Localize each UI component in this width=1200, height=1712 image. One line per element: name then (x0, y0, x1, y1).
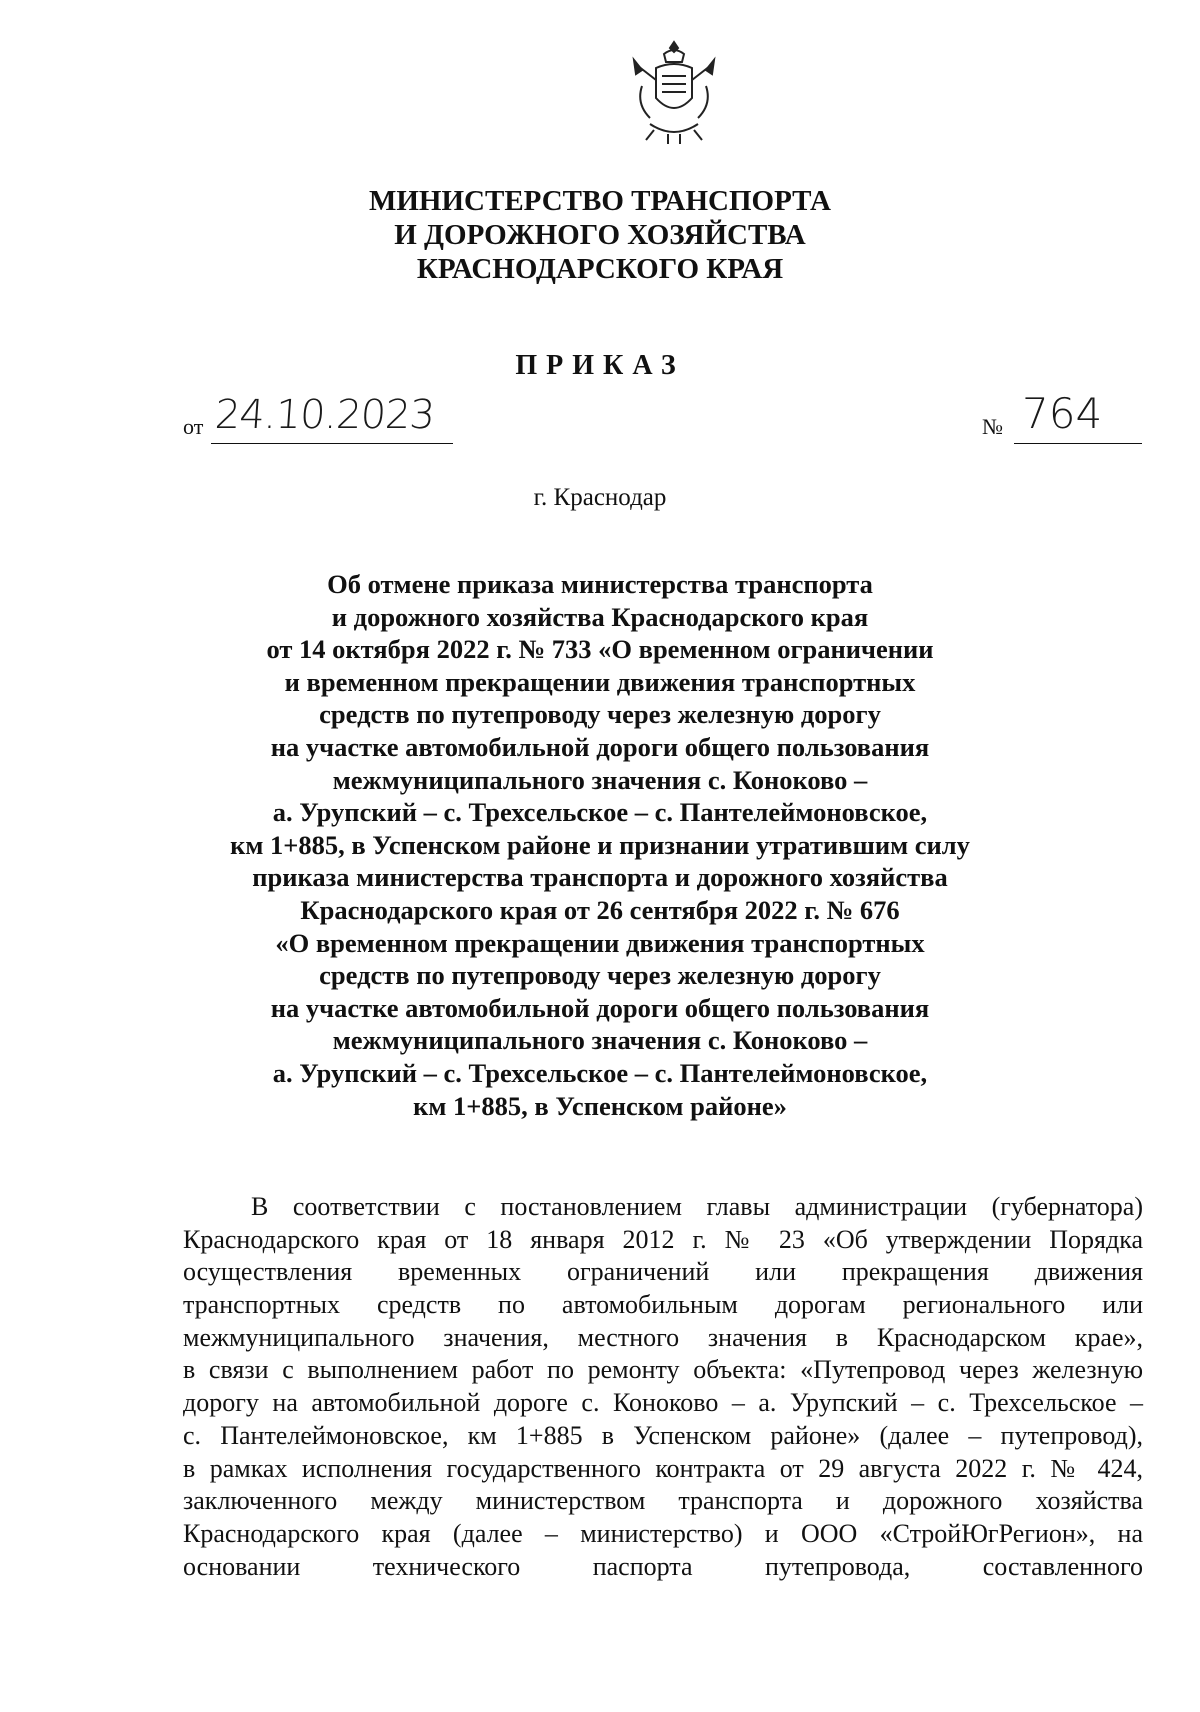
body-line: В соответствии с постановлением главы администрации (губернатора) (251, 1192, 1143, 1221)
title-line: а. Урупский – с. Трехсельское – с. Пантелеймоновское, (272, 797, 928, 828)
body-line: Краснодарского края (далее – министерство) и ООО «СтройЮгРегион», на (183, 1518, 1143, 1548)
body-line: межмуниципального значения, местного значения в Краснодарском крае», (183, 1322, 1143, 1352)
body-line: с. Пантелеймоновское, км 1+885 в Успенском районе» (далее – путепровод), (183, 1420, 1143, 1450)
title-line: приказа министерства транспорта и дорожного хозяйства (252, 862, 948, 893)
date-underline (211, 443, 453, 444)
number-underline (1014, 443, 1142, 444)
title-line: км 1+885, в Успенском районе и признании утратившим силу (230, 829, 970, 860)
body-line: в связи с выполнением работ по ремонту объекта: «Путепровод через железную (183, 1355, 1143, 1385)
title-line: и дорожного хозяйства Краснодарского края (331, 601, 869, 632)
number-handwritten: 764 (1022, 389, 1103, 438)
body-line: заключенного между министерством транспорта и дорожного хозяйства (183, 1486, 1143, 1516)
body-line: основании технического паспорта путепровода, составленного (183, 1551, 1143, 1581)
krasnodar-krai-coat-of-arms-icon (628, 38, 720, 146)
title-line: «О временном прекращении движения транспортных (275, 927, 925, 958)
body-paragraph (183, 1191, 1143, 1583)
title-line: Об отмене приказа министерства транспорта (327, 569, 873, 599)
title-line: на участке автомобильной дороги общего пользования (270, 731, 930, 762)
body-line: осуществления временных ограничений или прекращения движения (183, 1257, 1143, 1287)
body-line: транспортных средств по автомобильным дорогам регионального или (183, 1290, 1143, 1320)
title-line: и временном прекращении движения транспортных (284, 666, 916, 697)
title-line: на участке автомобильной дороги общего пользования (270, 992, 930, 1023)
ministry-line: И ДОРОЖНОГО ХОЗЯЙСТВА (394, 219, 806, 251)
body-line: дорогу на автомобильной дороге с. Коноково – а. Урупский – с. Трехсельское – (183, 1388, 1143, 1418)
date-handwritten: 24.10.2023 (213, 392, 436, 438)
ministry-line: МИНИСТЕРСТВО ТРАНСПОРТА (369, 185, 831, 217)
ministry-name (0, 184, 1200, 286)
document-title (160, 568, 1040, 1122)
title-line: средств по путепроводу через железную дорогу (319, 699, 881, 730)
date-field (183, 388, 453, 444)
date-prefix: от (183, 414, 204, 439)
title-line: км 1+885, в Успенском районе» (413, 1090, 787, 1121)
body-line: в рамках исполнения государственного контракта от 29 августа 2022 г. № 424, (183, 1453, 1143, 1483)
title-line: межмуниципального значения с. Коноково – (332, 1025, 868, 1056)
title-line: средств по путепроводу через железную дорогу (319, 960, 881, 991)
number-field (982, 388, 1142, 444)
ministry-line: КРАСНОДАРСКОГО КРАЯ (416, 253, 784, 285)
city-line: г. Краснодар (533, 484, 667, 511)
title-line: от 14 октября 2022 г. № 733 «О временном ограничении (266, 634, 934, 665)
number-prefix: № (982, 414, 1003, 439)
document-type: ПРИКАЗ (515, 350, 685, 381)
title-line: межмуниципального значения с. Коноково – (332, 764, 868, 795)
title-line: а. Урупский – с. Трехсельское – с. Пантелеймоновское, (272, 1057, 928, 1088)
body-line: Краснодарского края от 18 января 2012 г. № 23 «Об утверждении Порядка (183, 1224, 1143, 1254)
title-line: Краснодарского края от 26 сентября 2022 г. № 676 (300, 894, 900, 925)
